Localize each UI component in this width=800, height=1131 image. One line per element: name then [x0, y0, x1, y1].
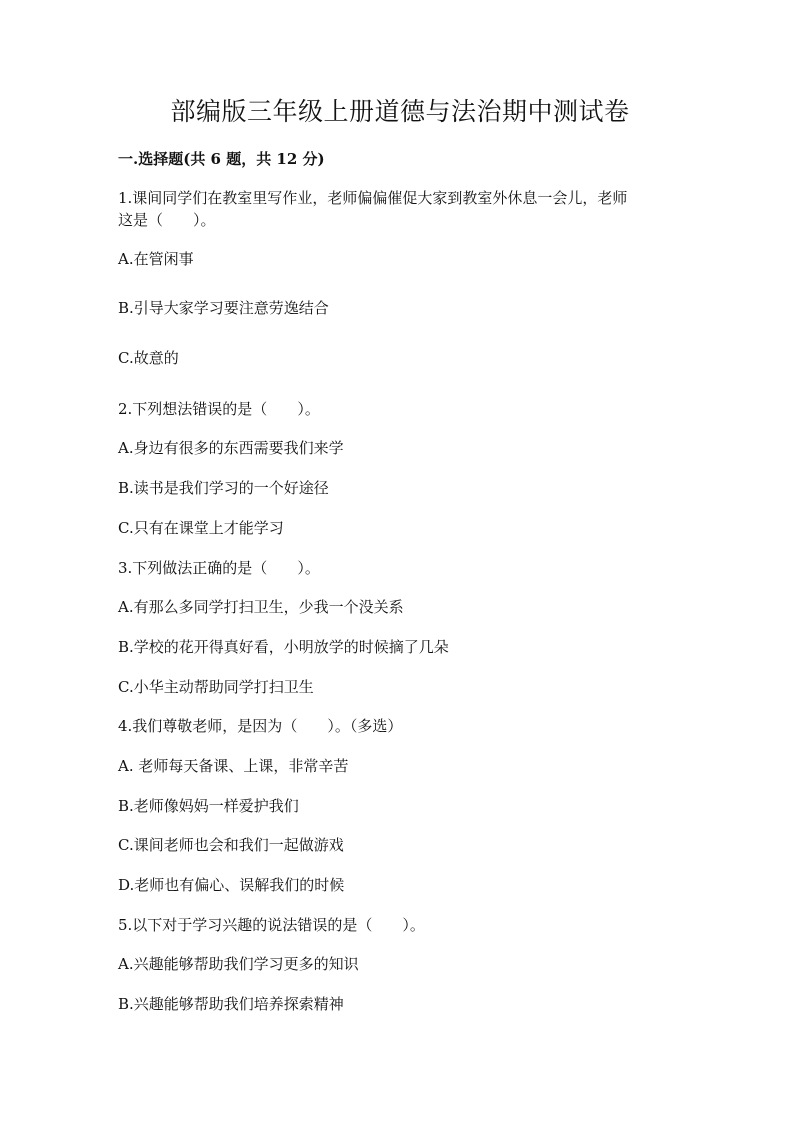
question-stem: 4.我们尊敬老师，是因为（ ）。（多选）	[118, 717, 403, 735]
option-c: C.只有在课堂上才能学习	[118, 519, 284, 537]
option-b: B.引导大家学习要注意劳逸结合	[118, 299, 329, 317]
option-b: B.读书是我们学习的一个好途径	[118, 479, 329, 497]
option-b: B.老师像妈妈一样爱护我们	[118, 797, 299, 815]
question-stem: 5.以下对于学习兴趣的说法错误的是（ ）。	[118, 916, 425, 934]
option-b: B.学校的花开得真好看，小明放学的时候摘了几朵	[118, 638, 449, 656]
option-c: C.课间老师也会和我们一起做游戏	[118, 836, 344, 854]
question-stem-continued: 这是（ ）。	[118, 211, 216, 229]
page-title: 部编版三年级上册道德与法治期中测试卷	[170, 97, 630, 126]
option-b: B.兴趣能够帮助我们培养探索精神	[118, 995, 344, 1013]
option-a: A. 老师每天备课、上课，非常辛苦	[118, 757, 349, 775]
option-d: D.老师也有偏心、误解我们的时候	[118, 876, 345, 894]
question-stem: 2.下列想法错误的是（ ）。	[118, 400, 320, 418]
option-c: C.故意的	[118, 349, 179, 367]
option-a: A.在管闲事	[118, 250, 194, 268]
option-a: A.兴趣能够帮助我们学习更多的知识	[118, 955, 359, 973]
question-stem: 1.课间同学们在教室里写作业，老师偏偏催促大家到教室外休息一会儿，老师	[118, 189, 628, 207]
option-c: C.小华主动帮助同学打扫卫生	[118, 678, 314, 696]
section-heading: 一.选择题(共 6 题，共 12 分)	[118, 150, 325, 168]
question-stem: 3.下列做法正确的是（ ）。	[118, 559, 320, 577]
option-a: A.有那么多同学打扫卫生，少我一个没关系	[118, 598, 404, 616]
option-a: A.身边有很多的东西需要我们来学	[118, 439, 344, 457]
